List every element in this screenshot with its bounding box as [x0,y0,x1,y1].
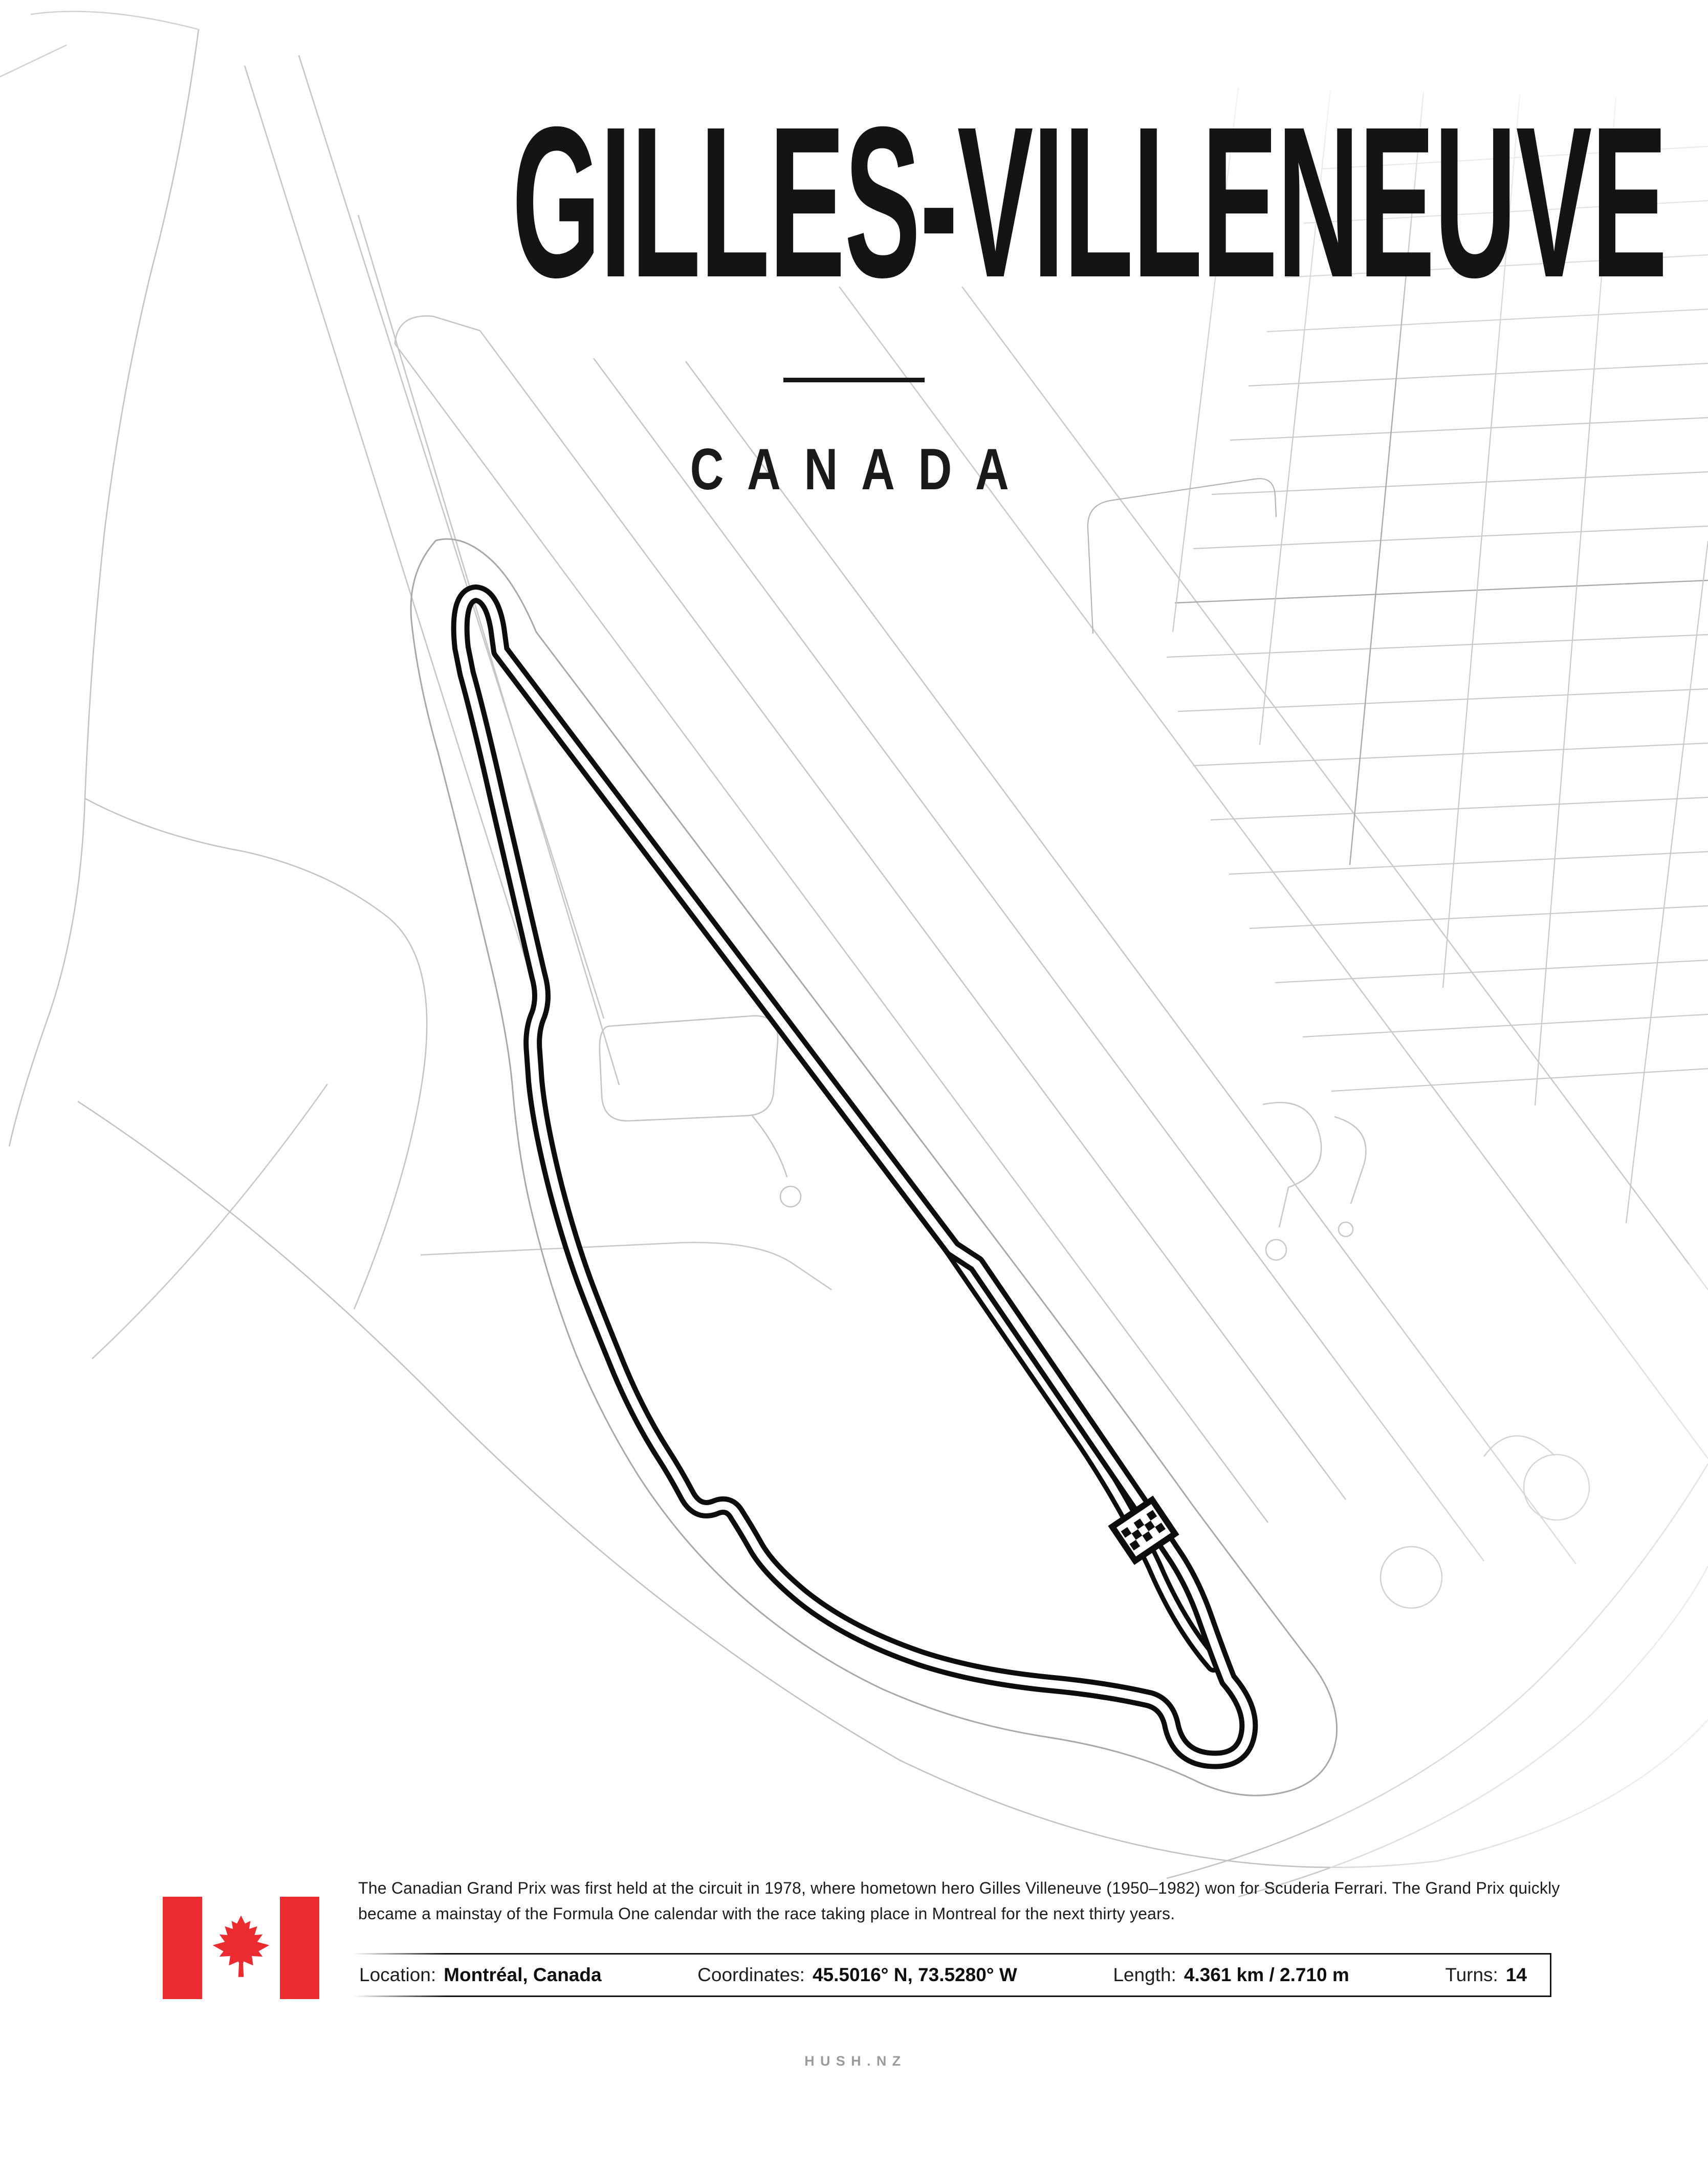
stats-border-right [1550,1953,1551,1997]
pit-lane-path [939,1231,1214,1664]
stat-value: 4.361 km / 2.710 m [1184,1964,1349,1985]
stat-group-location [359,1964,602,1986]
page-title [0,82,1708,322]
stats-border-bottom [353,1996,1551,1997]
stat-label: Location: [359,1964,436,1985]
corner-fade-overlay [1330,1264,1708,1945]
watermark [0,2053,1708,2069]
stat-group-turns [1445,1964,1527,1986]
stats-border-top [353,1953,1551,1955]
flag-canada [163,1897,319,1999]
stat-group-coordinates [697,1964,1017,1986]
stat-value: 45.5016° N, 73.5280° W [812,1964,1017,1985]
flag-red-band-right [280,1897,319,1999]
stat-group-length [1113,1964,1349,1986]
country-subtitle [0,436,1708,503]
track-path [461,594,1249,1760]
stat-value: 14 [1505,1964,1527,1985]
flag-red-band-left [163,1897,202,1999]
maple-leaf-icon [207,1914,275,1982]
flag-white-band [202,1897,280,1999]
circuit-description: The Canadian Grand Prix was first held at the circuit in 1978, where hometown hero Gilles Villeneuve (1950–1982) won for Scuderia Ferrari. The Grand Prix quickly became a mainstay of the Formula One calendar with the race taking place in Montreal for the next thirty years. [358,1879,1560,1923]
stat-value: Montréal, Canada [444,1964,602,1985]
stat-label: Coordinates: [697,1964,805,1985]
stats-box [353,1953,1551,1997]
stat-label: Turns: [1445,1964,1498,1985]
stat-label: Length: [1113,1964,1176,1985]
page-title-text: GILLES-VILLENEUVE [512,82,1667,322]
watermark-text: HUSH.NZ [804,2053,907,2069]
country-subtitle-text: CANADA [690,437,1033,502]
title-divider [783,378,925,382]
